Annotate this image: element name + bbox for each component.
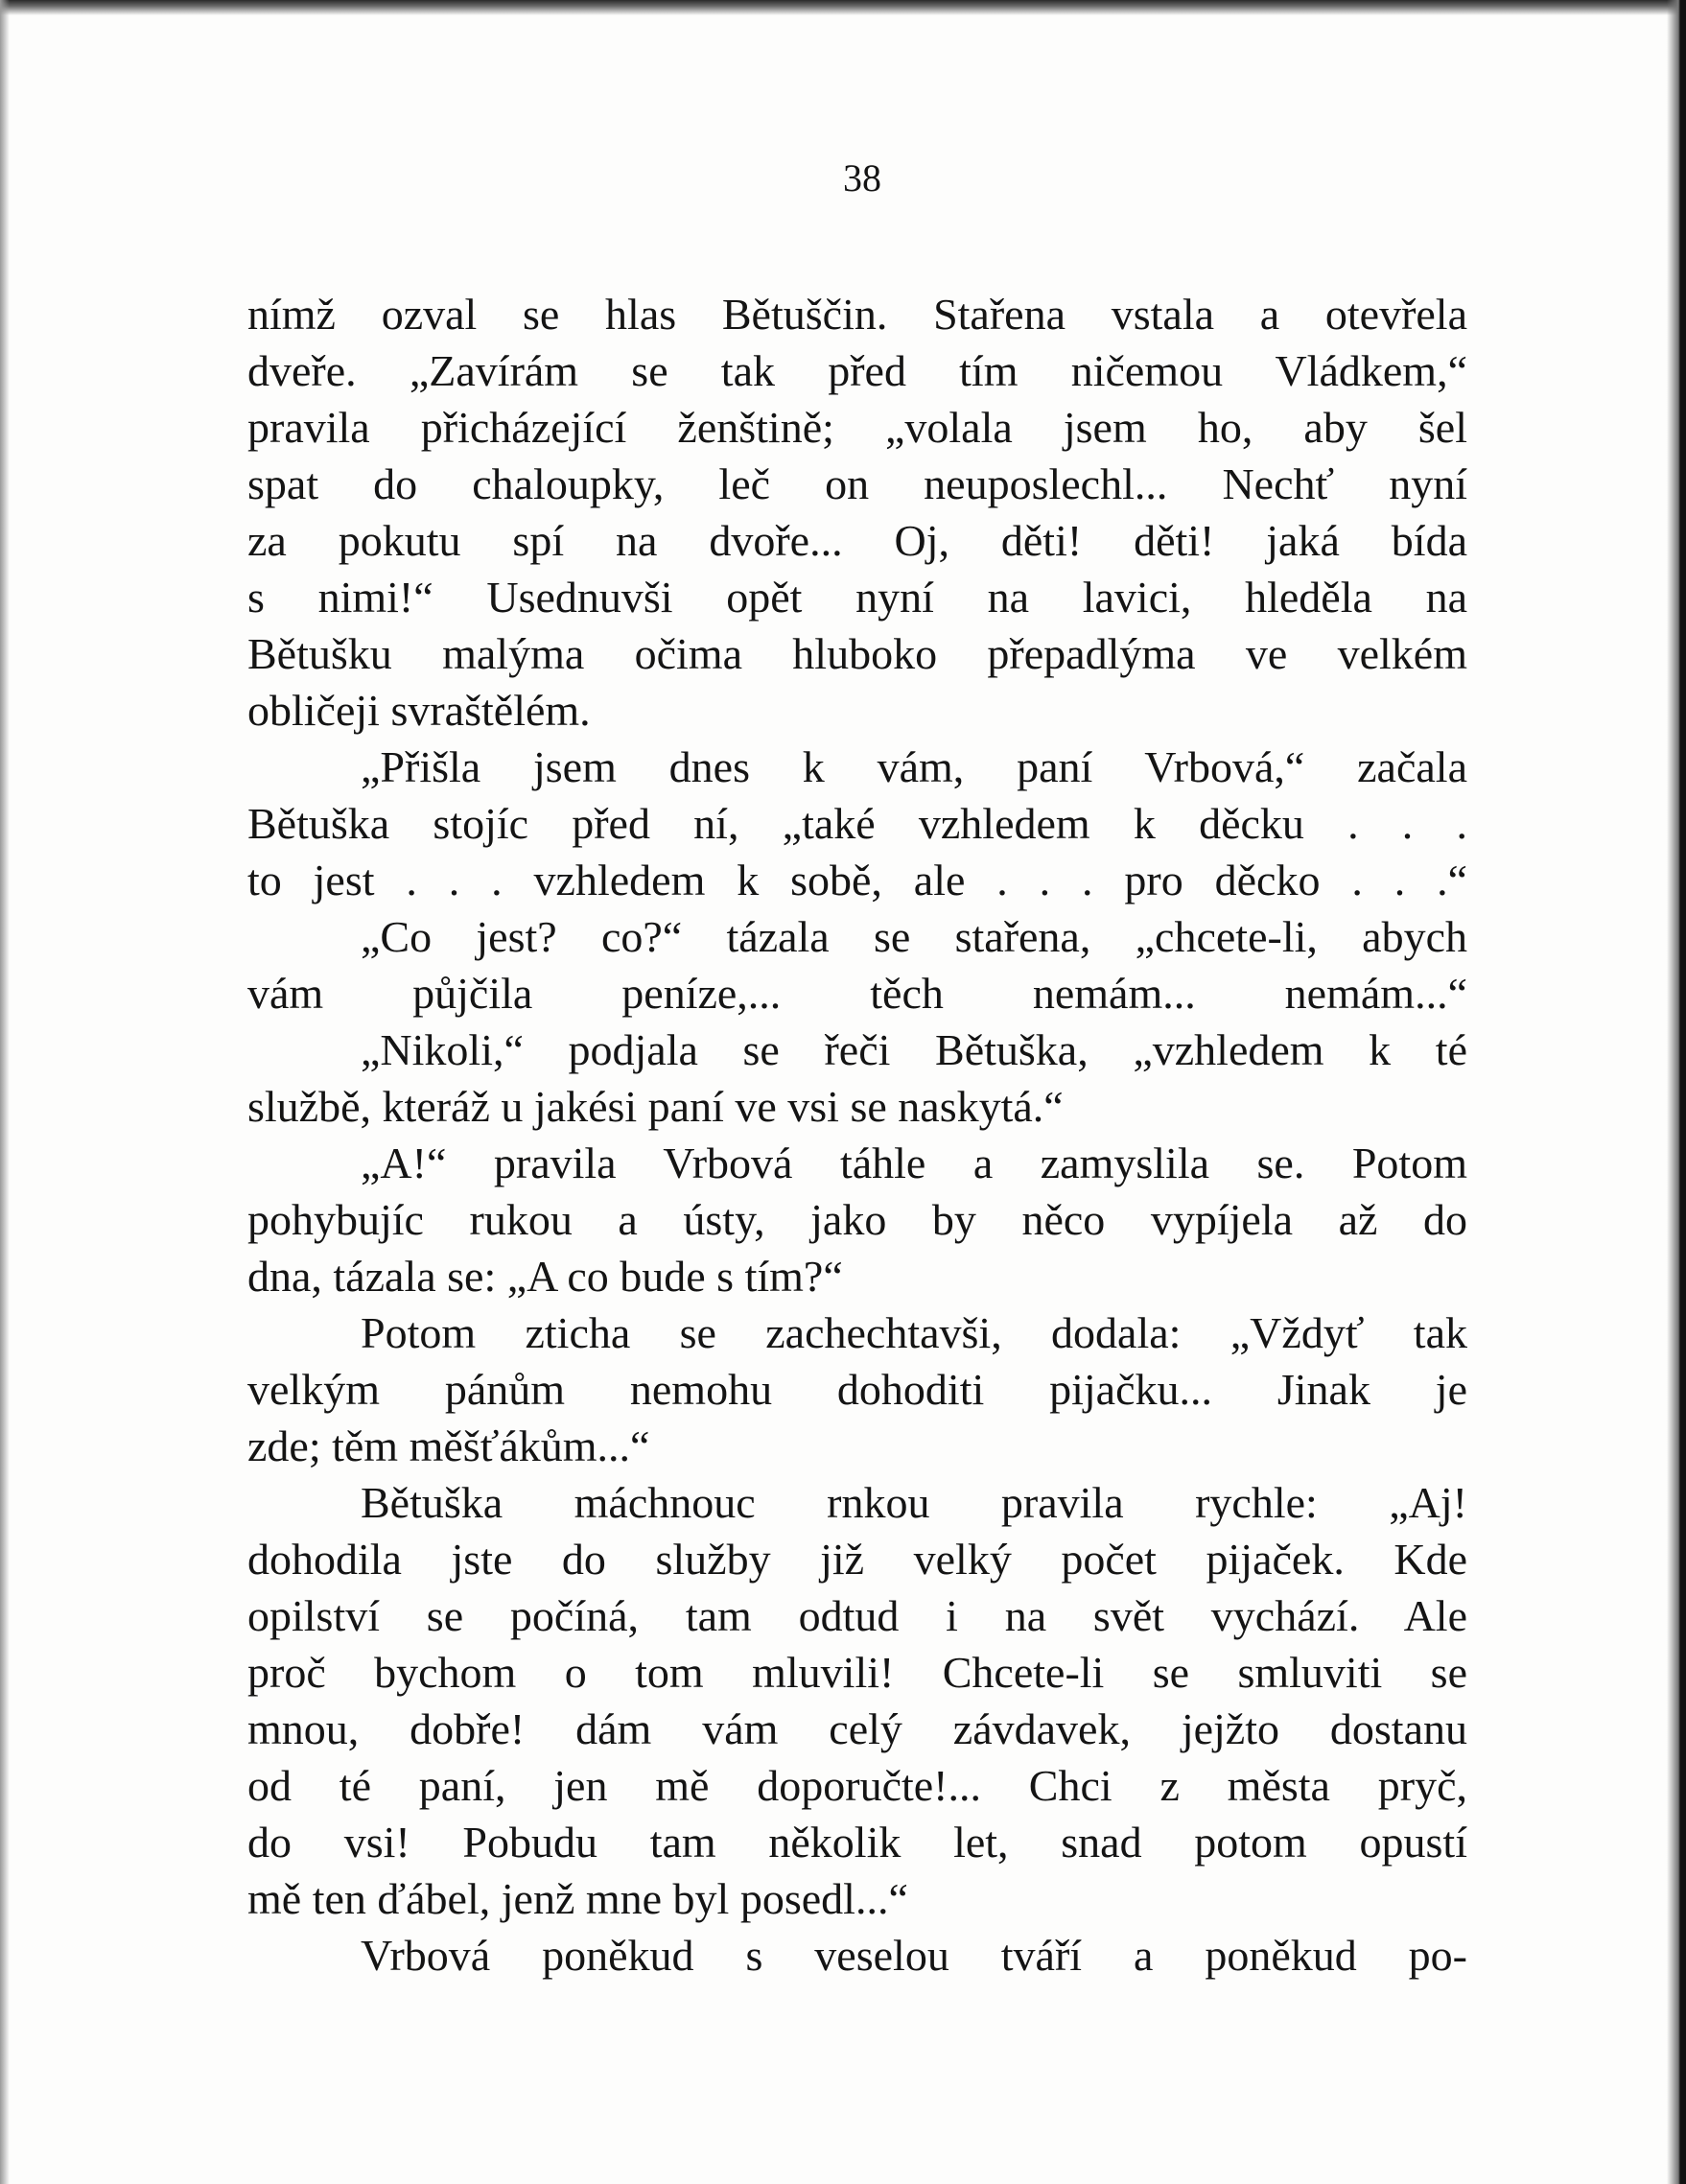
text-line: spat do chaloupky, leč on neuposlechl... Nechť nyní: [247, 459, 1467, 508]
text-line: vám půjčila peníze,... těch nemám... nemám...“: [247, 969, 1467, 1018]
text-line: pohybujíc rukou a ústy, jako by něco vypíjela až do: [247, 1195, 1467, 1244]
text-line: velkým pánům nemohu dohoditi pijačku... Jinak je: [247, 1365, 1467, 1414]
text-line: mnou, dobře! dám vám celý závdavek, jejžto dostanu: [247, 1704, 1467, 1753]
text-line: pravila přicházející ženštině; „volala jsem ho, aby šel: [247, 403, 1467, 452]
text-line: za pokutu spí na dvoře... Oj, děti! děti! jaká bída: [247, 516, 1467, 565]
text-line: Bětuška máchnouc rnkou pravila rychle: „Aj!: [361, 1478, 1467, 1527]
text-line: službě, kteráž u jakési paní ve vsi se naskytá.“: [247, 1082, 1064, 1131]
text-line: nímž ozval se hlas Bětuščin. Stařena vstala a otevřela: [247, 290, 1467, 339]
text-line: dveře. „Zavírám se tak před tím ničemou Vládkem,“: [247, 346, 1467, 395]
body-text: [247, 286, 1467, 1984]
text-line: proč bychom o tom mluvili! Chcete-li se smluviti se: [247, 1648, 1467, 1697]
text-line: to jest . . . vzhledem k sobě, ale . . . pro děcko . . .“: [247, 856, 1467, 904]
text-line: od té paní, jen mě doporučte!... Chci z města pryč,: [247, 1761, 1467, 1810]
text-line: dna, tázala se: „A co bude s tím?“: [247, 1252, 843, 1301]
text-line: s nimi!“ Usednuvši opět nyní na lavici, hleděla na: [247, 573, 1467, 622]
text-line: Bětušku malýma očima hluboko přepadlýma ve velkém: [247, 629, 1467, 678]
text-line: „Přišla jsem dnes k vám, paní Vrbová,“ začala: [361, 742, 1467, 791]
text-line: mě ten ďábel, jenž mne byl posedl...“: [247, 1874, 908, 1923]
scan-edge-right: [1667, 0, 1686, 2184]
text-line: „A!“ pravila Vrbová táhle a zamyslila se. Potom: [361, 1139, 1467, 1187]
text-line: Vrbová poněkud s veselou tváří a poněkud po-: [361, 1931, 1467, 1980]
page-number: 38: [843, 156, 881, 200]
text-line: obličeji svraštělém.: [247, 686, 591, 735]
text-line: do vsi! Pobudu tam několik let, snad potom opustí: [247, 1818, 1467, 1867]
text-line: „Co jest? co?“ tázala se stařena, „chcete-li, abych: [361, 912, 1467, 961]
scan-edge-left: [0, 0, 10, 2184]
text-line: zde; těm měšťákům...“: [247, 1421, 650, 1470]
text-line: Bětuška stojíc před ní, „také vzhledem k děcku . . .: [247, 799, 1467, 848]
scan-edge-top: [0, 0, 1686, 15]
text-line: dohodila jste do služby již velký počet pijaček. Kde: [247, 1535, 1467, 1584]
text-line: „Nikoli,“ podjala se řeči Bětuška, „vzhledem k té: [361, 1025, 1467, 1074]
text-line: Potom zticha se zachechtavši, dodala: „Vždyť tak: [361, 1308, 1467, 1357]
text-line: opilství se počíná, tam odtud i na svět vychází. Ale: [247, 1591, 1467, 1640]
